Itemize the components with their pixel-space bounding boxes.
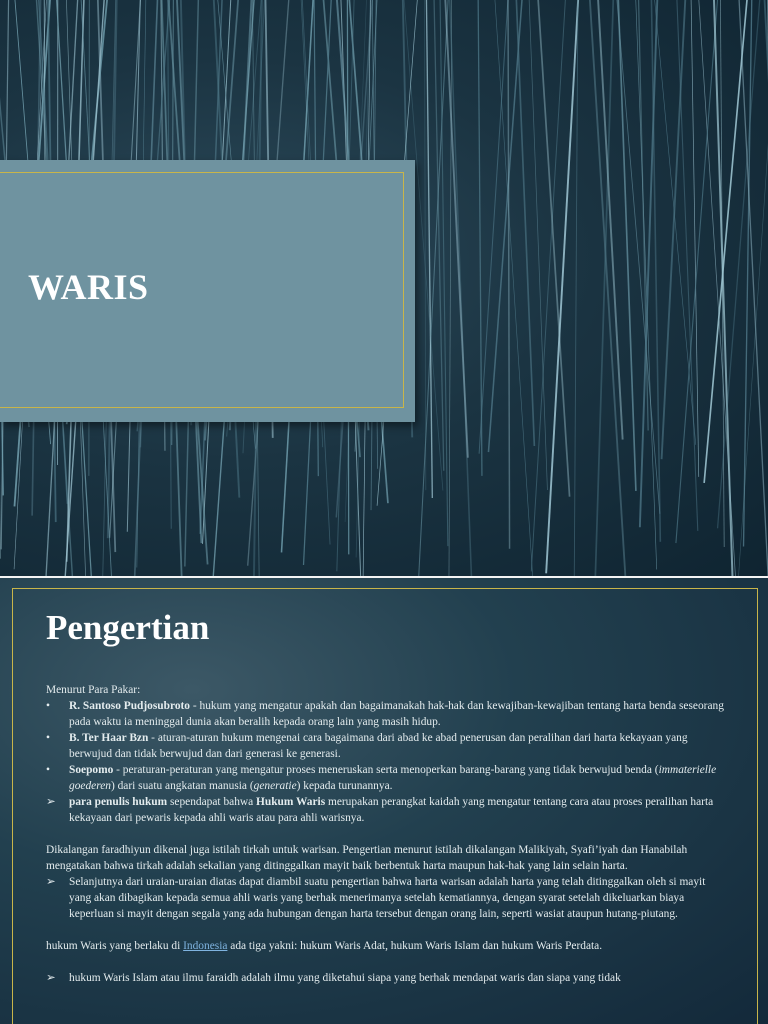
background-streak [744,0,753,547]
intro-text: Menurut Para Pakar: [46,684,141,696]
expert-name: B. Ter Haar Bzn [69,732,149,744]
slide-title: WARIS [28,267,149,307]
background-streak [434,0,444,471]
italic-term: generatie [253,780,297,792]
slide-heading: Pengertian [46,608,210,647]
bullet-icon: • [46,700,50,712]
content-slide [0,578,768,1024]
expert-definition: - aturan-aturan hukum mengenai cara bagaimana dari abad ke abad penerusan dan peralihan dari harta kekayaan yang berwujud dan tidak berwujud dan dari generasi ke generasi. [69,732,688,760]
background-streak [596,0,623,440]
tirkah-paragraph: Dikalangan faradhiyun dikenal juga istilah tirkah untuk warisan. Pengertian menurut istilah dikalangan Malikiyah, Syafi’iyah dan Hanabilah mengatakan bahwa tirkah adalah sekalian yang ditinggalkan mayit baik berbentuk harta maupun hak-hak yang lain selain harta. [46,844,688,872]
laws-text-cont: ada tiga yakni: hukum Waris Adat, hukum Waris Islam dan hukum Waris Perdata. [227,940,603,952]
arrow-bullet-icon: ➢ [46,796,56,808]
background-streak [574,0,578,576]
background-streak [508,0,510,549]
background-streak [444,0,468,458]
writers-label: para penulis hukum [69,796,168,808]
arrow-bullet-icon: ➢ [46,876,56,888]
background-streak [546,0,579,573]
background-streak [662,0,687,459]
laws-text: hukum Waris yang berlaku di [46,940,184,952]
bullet-icon: • [46,764,50,776]
expert-name: Soepomo [69,764,114,776]
expert-definition: - hukum yang mengatur apakah dan bagaimanakah hak-hak dan kewajiban-kewajiban tentang harta benda seseorang pada waktu ia meninggal dunia akan beralih kepada orang lain yang masih hidup. [69,700,724,728]
background-streak [426,0,432,498]
background-streak [638,0,648,431]
italic-term: immaterielle goederen [69,764,717,792]
laws-paragraph [46,938,728,954]
arrow-bullet-icon: ➢ [46,972,56,984]
list-item-writers [46,794,728,826]
indonesia-link[interactable]: Indonesia [183,940,228,952]
background-streak [417,0,450,576]
background-streak [676,0,698,531]
bullet-icon: • [46,732,50,744]
background-streak [617,0,636,491]
list-item-islam [46,970,728,986]
conclusion-text: Selanjutnya dari uraian-uraian diatas dapat diambil suatu pengertian bahwa harta warisan adalah harta yang telah ditinggalkan oleh si mayit yang akan dibagikan kepada semua ahli waris yang berhak menerimanya setelah kematiannya, dengan syarat setelah dikeluarkan biaya keperluan si mayit dengan segala yang ada hubungan dengan harta tersebut dengan orang lain, seperti wasiat ataupun hutang-piutang. [69,876,706,920]
islam-text: hukum Waris Islam atau ilmu faraidh adalah ilmu yang diketahui siapa yang berhak mendapat waris dan siapa yang tidak [69,972,621,984]
expert-definition: - peraturan-peraturan yang mengatur proses meneruskan serta menoperkan barang-barang yang tidak berwujud benda ( [113,764,659,776]
background-streak [478,0,482,476]
background-streak [676,0,719,543]
writers-text-cont: merupakan perangkat kaidah yang mengatur tentang cara atau proses peralihan harta kekayaan dari pewaris kepada ahli waris atau para ahli warisnya. [69,796,714,824]
list-item-conclusion [46,874,728,922]
list-item-pudjosubroto [46,698,728,730]
content-body [46,682,728,986]
list-item-soepomo [46,762,728,794]
writers-text: sependapat bahwa [167,796,257,808]
expert-definition-cont: ) dari suatu angkatan manusia ( [110,780,254,792]
expert-name: R. Santoso Pudjosubroto [69,700,191,712]
hukum-waris-label: Hukum Waris [256,796,326,808]
background-streak [762,0,768,466]
list-item-ter-haar [46,730,728,762]
expert-definition-end: ) kepada turunannya. [296,780,393,792]
background-streak [424,0,425,490]
background-streak [527,0,547,490]
background-streak [595,0,615,576]
background-streak [713,0,733,576]
